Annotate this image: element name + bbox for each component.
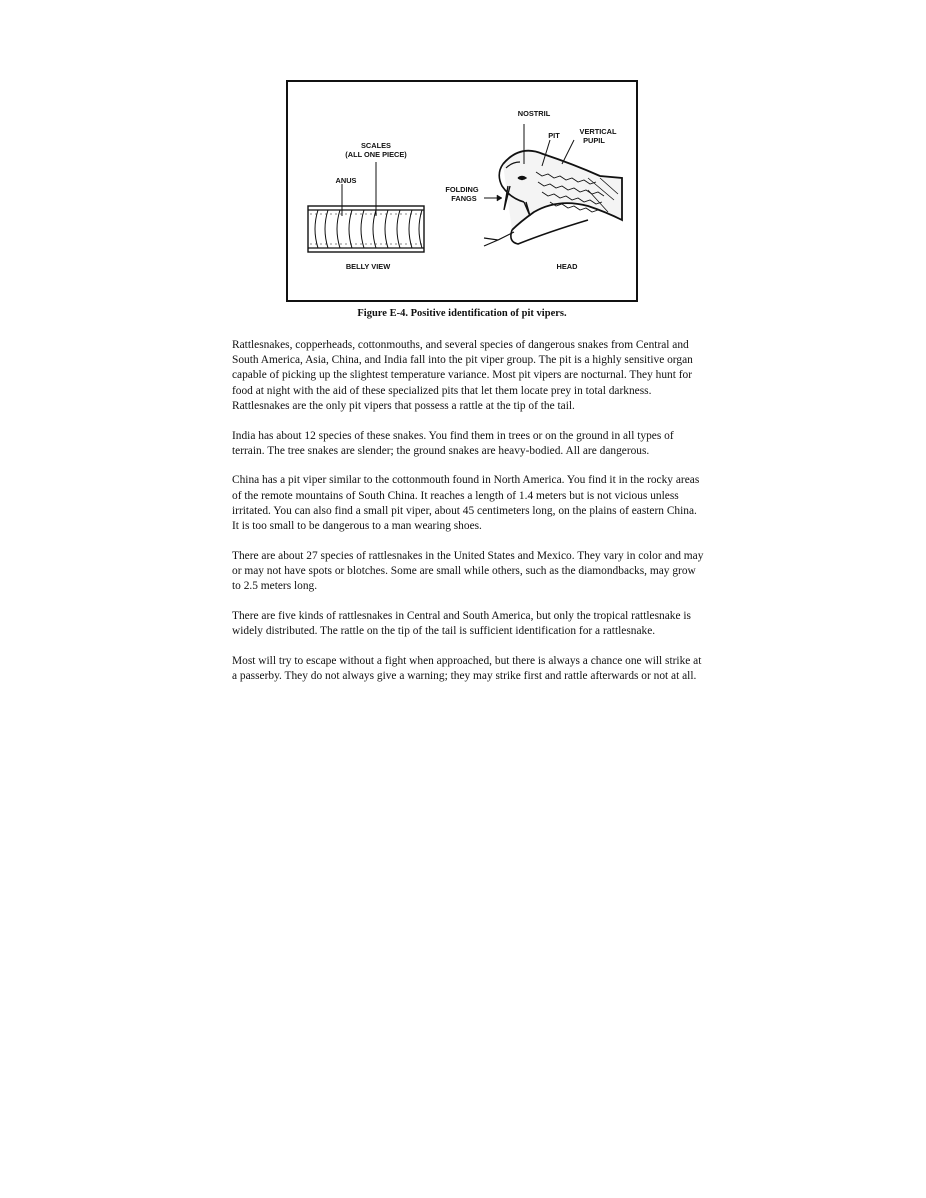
label-folding: FOLDING [445,185,479,194]
label-anus: ANUS [335,176,357,185]
label-vertical: VERTICAL [579,127,617,136]
paragraph-pit-vipers: Rattlesnakes, copperheads, cottonmouths, and several species of dangerous snakes from Central and South America, Asia, China, and India fall into the pit viper group. The pit is a highly sensitive organ capable of picking up the slightest temperature variance. Most pit vipers are nocturnal. They hunt for food at night with the aid of these specialized pits that let them locate prey in total darkness. Rattlesnakes are the only pit vipers that possess a rattle at the tip of the tail. [232,339,693,412]
paragraph-central-south-america: There are five kinds of rattlesnakes in Central and South America, but only the tropical rattlesnake is widely distributed. The rattle on the tip of the tail is sufficient identification for a rattlesnake. [232,609,691,638]
label-pupil: PUPIL [583,136,605,145]
figure-caption: Figure E-4. Positive identification of pit vipers. [357,308,567,319]
label-belly-view: BELLY VIEW [345,262,391,271]
label-head: HEAD [556,262,578,271]
paragraph-india: India has about 12 species of these snakes. You find them in trees or on the ground in all types of terrain. The tree snakes are slender; the ground snakes are heavy-bodied. All are dangerous. [232,429,674,457]
label-pit: PIT [548,131,560,140]
label-all-one-piece: (ALL ONE PIECE) [345,150,407,159]
paragraph-behavior: Most will try to escape without a fight when approached, but there is always a chance one will strike at a passerby. They do not always give a warning; they may strike first and rattle afterwards or not at all. [232,654,702,682]
label-nostril: NOSTRIL [517,109,551,118]
figure-pit-viper-identification [286,80,638,302]
paragraph-china: China has a pit viper similar to the cottonmouth found in North America. You find it in the rocky areas of the remote mountains of South China. It reaches a length of 1.4 meters but is not vicious unless irritated. You can also find a small pit viper, about 45 centimeters long, on the plains of eastern China. It is too small to be dangerous to a man wearing shoes. [232,474,700,533]
belly-view-drawing [308,162,424,252]
label-fangs: FANGS [451,194,477,203]
label-scales: SCALES [361,141,391,150]
pit-viper-illustration [288,82,636,300]
body-text [232,338,704,699]
paragraph-us-mexico: There are about 27 species of rattlesnakes in the United States and Mexico. They vary in color and may or may not have spots or blotches. Some are small while others, such as the diamondbacks, may grow to 2.5 meters long. [232,549,704,593]
